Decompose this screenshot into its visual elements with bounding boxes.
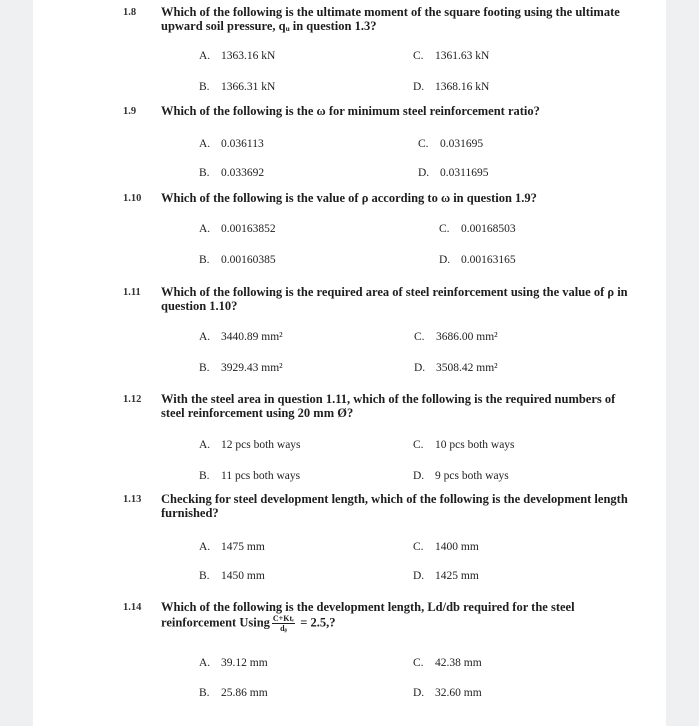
option-value: 32.60 mm (435, 687, 482, 699)
option-value: 0.033692 (221, 167, 265, 179)
option-value: 1363.16 kN (221, 50, 276, 62)
option-letter: A. (199, 657, 211, 669)
question-text: Which of the following is the required area of steel reinforcement using the value of ρ in question 1.10? (161, 285, 628, 313)
option-value: 0.0311695 (440, 167, 489, 179)
option-letter: B. (199, 254, 210, 266)
option-value: 1368.16 kN (435, 81, 490, 93)
question-number: 1.9 (123, 106, 137, 117)
option-b[interactable] (199, 81, 275, 93)
option-value: 1361.63 kN (435, 50, 490, 62)
option-letter: C. (413, 541, 424, 553)
option-value: 0.00163852 (221, 223, 276, 235)
question-text: Which of the following is the ultimate moment of the square footing using the ultimate upward soil pressure, qᵤ in question 1.3? (161, 5, 620, 33)
option-value: 3686.00 mm² (436, 331, 498, 343)
question-text-line1: Which of the following is the development length, Ld/db required for the steel (161, 600, 575, 614)
option-d[interactable] (413, 570, 479, 582)
option-value: 3440.89 mm² (221, 331, 283, 343)
option-letter: D. (413, 470, 425, 482)
option-letter: C. (413, 657, 424, 669)
option-letter: B. (199, 687, 210, 699)
option-d[interactable] (414, 362, 498, 374)
option-a[interactable] (199, 439, 301, 451)
option-value: 1366.31 kN (221, 81, 276, 93)
option-value: 1450 mm (221, 570, 265, 582)
option-letter: A. (199, 50, 211, 62)
option-letter: C. (414, 331, 425, 343)
fraction-numerator: C+Ktᵣ (272, 614, 295, 623)
option-value: 10 pcs both ways (435, 439, 515, 451)
option-value: 1400 mm (435, 541, 479, 553)
option-letter: A. (199, 223, 211, 235)
option-letter: B. (199, 570, 210, 582)
option-b[interactable] (199, 470, 300, 482)
option-value: 3929.43 mm² (221, 362, 283, 374)
formula-fraction (272, 614, 295, 633)
option-letter: D. (413, 687, 425, 699)
option-letter: C. (418, 138, 429, 150)
option-letter: D. (439, 254, 451, 266)
option-letter: A. (199, 439, 211, 451)
option-value: 0.00163165 (461, 254, 516, 266)
question-text-pre: reinforcement Using (161, 615, 270, 630)
option-letter: D. (413, 81, 425, 93)
option-value: 0.00168503 (461, 223, 516, 235)
option-letter: A. (199, 541, 211, 553)
option-c[interactable] (414, 331, 498, 343)
option-value: 0.00160385 (221, 254, 276, 266)
question-text: Checking for steel development length, which of the following is the development length furnished? (161, 492, 628, 520)
option-c[interactable] (413, 50, 489, 62)
option-letter: A. (199, 331, 211, 343)
option-letter: C. (413, 439, 424, 451)
option-letter: D. (418, 167, 430, 179)
option-c[interactable] (413, 439, 515, 451)
option-letter: B. (199, 167, 210, 179)
option-value: 0.031695 (440, 138, 484, 150)
option-value: 9 pcs both ways (435, 470, 509, 482)
option-d[interactable] (439, 254, 516, 266)
option-a[interactable] (199, 138, 264, 150)
option-value: 3508.42 mm² (436, 362, 498, 374)
question-number: 1.11 (123, 287, 141, 298)
option-value: 0.036113 (221, 138, 264, 150)
question-text-post: = 2.5,? (300, 615, 336, 630)
option-value: 42.38 mm (435, 657, 482, 669)
option-c[interactable] (413, 541, 479, 553)
option-letter: B. (199, 81, 210, 93)
option-b[interactable] (199, 254, 276, 266)
question-number: 1.10 (123, 193, 142, 204)
option-value: 1475 mm (221, 541, 265, 553)
option-d[interactable] (418, 167, 488, 179)
option-a[interactable] (199, 331, 283, 343)
question-text: Which of the following is the value of ρ according to ω in question 1.9? (161, 191, 537, 205)
option-value: 11 pcs both ways (221, 470, 301, 482)
option-a[interactable] (199, 541, 265, 553)
option-a[interactable] (199, 223, 276, 235)
option-b[interactable] (199, 687, 268, 699)
question-text: With the steel area in question 1.11, which of the following is the required numbers of steel reinforcement using 20 mm Ø? (161, 392, 616, 420)
option-letter: D. (414, 362, 426, 374)
option-c[interactable] (439, 223, 516, 235)
fraction-denominator: dᵦ (280, 624, 287, 633)
option-a[interactable] (199, 657, 268, 669)
question-number: 1.12 (123, 394, 142, 405)
option-value: 12 pcs both ways (221, 439, 301, 451)
option-letter: B. (199, 470, 210, 482)
question-number: 1.8 (123, 7, 137, 18)
option-d[interactable] (413, 81, 489, 93)
question-number: 1.13 (123, 494, 142, 505)
option-letter: D. (413, 570, 425, 582)
option-b[interactable] (199, 167, 264, 179)
option-letter: C. (413, 50, 424, 62)
option-d[interactable] (413, 687, 482, 699)
question-text-line2 (161, 614, 641, 633)
option-value: 25.86 mm (221, 687, 268, 699)
document-page (33, 0, 666, 726)
question-text (161, 600, 641, 633)
option-a[interactable] (199, 50, 275, 62)
option-d[interactable] (413, 470, 509, 482)
option-letter: B. (199, 362, 210, 374)
question-number: 1.14 (123, 602, 142, 613)
option-b[interactable] (199, 570, 265, 582)
option-c[interactable] (413, 657, 482, 669)
option-letter: C. (439, 223, 450, 235)
option-letter: A. (199, 138, 211, 150)
option-value: 1425 mm (435, 570, 479, 582)
question-text: Which of the following is the ω for minimum steel reinforcement ratio? (161, 104, 540, 118)
option-c[interactable] (418, 138, 483, 150)
option-value: 39.12 mm (221, 657, 268, 669)
option-b[interactable] (199, 362, 283, 374)
